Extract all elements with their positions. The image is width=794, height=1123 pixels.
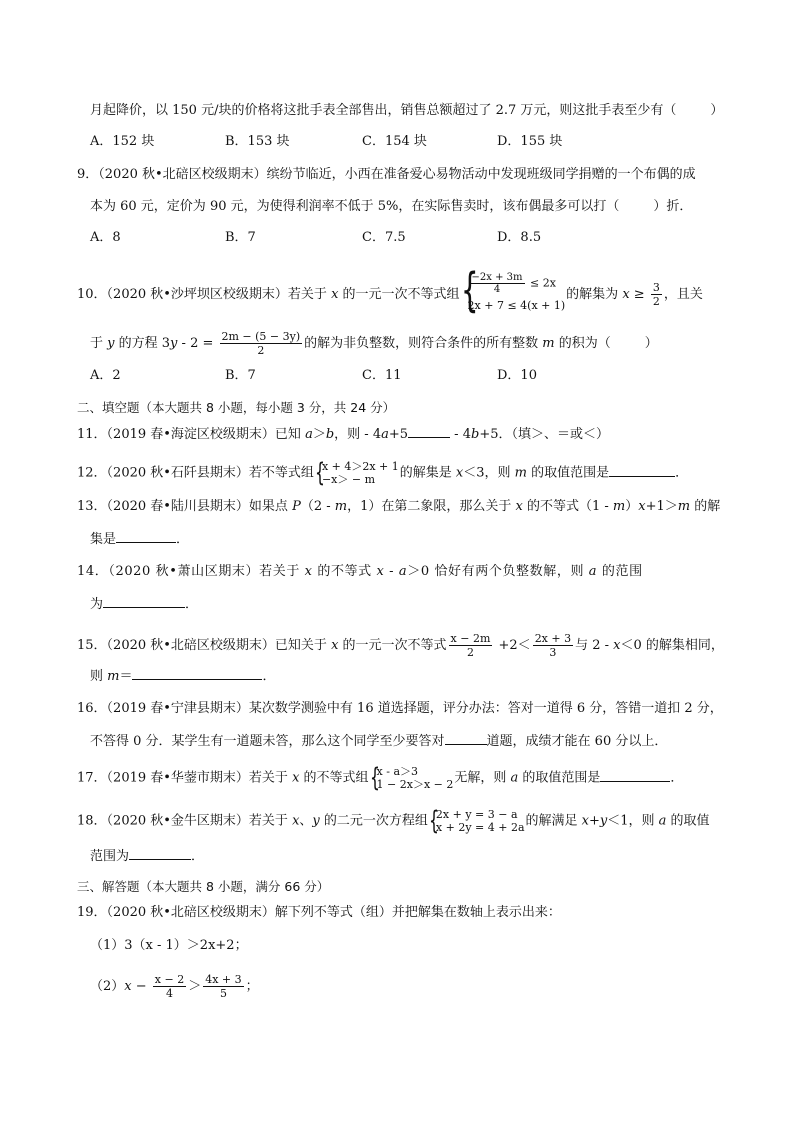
text-fragment: 集是 bbox=[90, 532, 117, 547]
text-fragment: 的取值 bbox=[666, 813, 710, 829]
text-fragment: ≤ 2x bbox=[526, 276, 556, 290]
q19-part-1: （1）3（x - 1）＞2x+2； bbox=[90, 938, 248, 953]
text-fragment: 4 bbox=[166, 987, 173, 1000]
text-fragment: ，且关 bbox=[663, 287, 703, 302]
text-fragment: ＞ bbox=[312, 427, 326, 442]
q10-line2 bbox=[90, 330, 658, 357]
q14-blank[interactable] bbox=[103, 595, 185, 608]
text-fragment: ． bbox=[675, 465, 689, 481]
text-fragment: ，则 - 4 bbox=[334, 427, 382, 442]
text-fragment: 的不等式组 bbox=[299, 770, 369, 786]
q12-blank[interactable] bbox=[609, 464, 675, 477]
q11 bbox=[77, 425, 609, 444]
text-fragment: ． bbox=[185, 597, 199, 612]
text-fragment: x bbox=[292, 813, 300, 829]
text-fragment: 道题，成绩才能在 60 分以上． bbox=[486, 734, 668, 749]
text-fragment: x bbox=[622, 287, 630, 302]
text-fragment: x bbox=[304, 564, 313, 579]
q17 bbox=[77, 765, 683, 791]
q18-line1 bbox=[77, 808, 710, 834]
text-fragment: 不答得 0 分．某学生有一道题未答，那么这个同学至少要答对 bbox=[90, 734, 445, 749]
text-fragment: 的范围 bbox=[597, 564, 643, 579]
text-fragment: 18．（2020 秋•金牛区期末）若关于 bbox=[77, 813, 293, 829]
q8-option-b: B．153 块 bbox=[225, 134, 290, 149]
text-fragment: ． bbox=[176, 532, 190, 547]
q14-line1 bbox=[77, 563, 643, 581]
text-fragment: （2） bbox=[90, 979, 125, 994]
text-fragment: m bbox=[107, 669, 120, 684]
q15-line1 bbox=[77, 632, 724, 659]
text-fragment: x bbox=[638, 499, 646, 514]
text-fragment: x bbox=[124, 979, 132, 994]
text-fragment: 月起降价，以 150 元/块的价格将这批手表全部售出，销售总额超过了 2.7 万元，则这批手表至少有（ bbox=[90, 103, 677, 118]
q13-blank[interactable] bbox=[116, 530, 176, 543]
q8-option-c: C．154 块 bbox=[362, 134, 427, 149]
text-fragment: x bbox=[331, 638, 339, 653]
text-fragment: 的二元一次方程组 bbox=[319, 813, 428, 829]
q8-option-d: D．155 块 bbox=[497, 134, 563, 149]
text-fragment: - 4 bbox=[450, 427, 471, 442]
text-fragment: ＜3，则 bbox=[463, 465, 515, 481]
text-fragment: 2x + y = 3 − a bbox=[435, 808, 518, 821]
text-fragment: ． bbox=[670, 770, 684, 786]
text-fragment: x bbox=[455, 465, 464, 481]
text-fragment: +5．（填＞、＝或＜） bbox=[479, 427, 609, 442]
q9-option-a: A．8 bbox=[90, 230, 121, 245]
text-fragment: 的解集为 bbox=[566, 287, 623, 302]
text-fragment: 范围为 bbox=[90, 849, 130, 864]
text-fragment: m bbox=[334, 499, 348, 514]
text-fragment: ）折． bbox=[653, 199, 693, 214]
text-fragment: 的一元一次不等式 bbox=[338, 638, 447, 653]
q10-option-d: D．10 bbox=[497, 368, 537, 383]
text-fragment: ＜1，则 bbox=[607, 813, 659, 829]
text-fragment: a bbox=[381, 427, 389, 442]
text-fragment: m bbox=[542, 336, 555, 351]
q9-line2 bbox=[90, 198, 692, 216]
q11-blank[interactable] bbox=[408, 425, 450, 438]
q16-line1: 16．（2019 春•宁津县期末）某次数学测验中有 16 道选择题，评分办法：答对一道得 6 分，答错一道扣 2 分， bbox=[77, 701, 723, 716]
text-fragment: 的解 bbox=[690, 499, 721, 514]
text-fragment: ． bbox=[262, 669, 276, 684]
q10-line1 bbox=[77, 263, 703, 317]
text-fragment: −2x + 3m bbox=[471, 272, 523, 283]
text-fragment: 4 bbox=[493, 284, 501, 295]
text-fragment: 17．（2019 春•华蓥市期末）若关于 bbox=[77, 770, 293, 786]
text-fragment: a bbox=[658, 813, 667, 829]
text-fragment: 的方程 3 bbox=[114, 336, 171, 351]
text-fragment: b bbox=[470, 427, 480, 442]
text-fragment: P bbox=[292, 499, 301, 514]
text-fragment: 4x + 3 bbox=[205, 973, 242, 986]
text-fragment: 的解集是 bbox=[399, 465, 456, 481]
q15-line2 bbox=[90, 667, 276, 686]
text-fragment: x bbox=[331, 287, 339, 302]
q9-option-b: B．7 bbox=[225, 230, 256, 245]
text-fragment: 的积为（ bbox=[554, 336, 611, 351]
section-2-heading: 二、填空题（本大题共 8 小题，每小题 3 分，共 24 分） bbox=[77, 400, 396, 415]
text-fragment: ，1）在第二象限，那么关于 bbox=[347, 499, 516, 514]
q9-line1: 9．（2020 秋•北碚区校级期末）缤纷节临近，小西在准备爱心易物活动中发现班级同学捐赠的一个布偶的成 bbox=[77, 167, 696, 182]
text-fragment: 的取值范围是 bbox=[526, 465, 610, 481]
q10-inequality-system: { $\frac{-2x + 3m}{4}$ ≤ 2x 2x + 7 ≤ 4(x + 1) bbox=[460, 263, 566, 317]
text-fragment: ） bbox=[644, 336, 658, 351]
text-fragment: 10．（2020 秋•沙坪坝区校级期末）若关于 bbox=[77, 287, 332, 302]
text-fragment: − bbox=[131, 979, 151, 994]
text-fragment: y bbox=[312, 813, 320, 829]
text-fragment: x − 2 bbox=[154, 973, 185, 986]
text-fragment: 的取值范围是 bbox=[518, 770, 601, 786]
text-fragment: 13．（2020 春•陆川县期末）如果点 bbox=[77, 499, 293, 514]
text-fragment: 的解为非负整数，则符合条件的所有整数 bbox=[304, 336, 543, 351]
text-fragment: y bbox=[107, 336, 115, 351]
text-fragment: x + 4＞2x + 1 bbox=[321, 460, 399, 473]
q16-line2 bbox=[90, 732, 667, 751]
text-fragment: m bbox=[612, 499, 626, 514]
text-fragment: x bbox=[292, 770, 300, 786]
q13-line1 bbox=[77, 498, 720, 516]
q10-equation-fraction bbox=[220, 330, 303, 357]
q18-equation-system: { 2x + y = 3 − a x + 2y = 4 + 2a bbox=[428, 806, 525, 836]
q9-option-d: D．8.5 bbox=[497, 230, 542, 245]
text-fragment: 14．（2020 秋•萧山区期末）若关于 bbox=[77, 564, 305, 579]
text-fragment: a bbox=[510, 770, 519, 786]
text-fragment: x bbox=[376, 564, 385, 579]
text-fragment: +2＜ bbox=[494, 638, 531, 653]
text-fragment: （2 - bbox=[300, 499, 335, 514]
q10-option-b: B．7 bbox=[225, 368, 256, 383]
text-fragment: 11．（2019 春•海淀区校级期末）已知 bbox=[77, 427, 306, 442]
text-fragment: x+y bbox=[581, 813, 608, 829]
text-fragment: 的解满足 bbox=[525, 813, 582, 829]
q8-text bbox=[90, 102, 723, 120]
text-fragment: 、 bbox=[299, 813, 313, 829]
text-fragment: 2 bbox=[652, 295, 660, 308]
text-fragment: a bbox=[398, 564, 408, 579]
q17-blank[interactable] bbox=[600, 769, 670, 782]
text-fragment: 3 bbox=[549, 646, 557, 659]
text-fragment: 本为 60 元，定价为 90 元，为使得利润率不低于 5%，在实际售卖时，该布偶最多可以打（ bbox=[90, 199, 620, 214]
q17-inequality-system: { x - a＞3 1 − 2x＞x − 2 bbox=[369, 763, 454, 793]
text-fragment: 则 bbox=[90, 669, 108, 684]
q15-blank[interactable] bbox=[132, 667, 262, 680]
text-fragment: 无解，则 bbox=[454, 770, 511, 786]
text-fragment: x bbox=[515, 499, 523, 514]
q9-option-c: C．7.5 bbox=[362, 230, 406, 245]
text-fragment: m bbox=[514, 465, 527, 481]
q16-blank[interactable] bbox=[445, 732, 487, 745]
text-fragment: ＞ bbox=[188, 979, 202, 994]
text-fragment: - 2 = bbox=[177, 336, 218, 351]
q19-part-2 bbox=[90, 973, 259, 1000]
text-fragment: 15．（2020 秋•北碚区校级期末）已知关于 bbox=[77, 638, 332, 653]
text-fragment: 的一元一次不等式组 bbox=[338, 287, 460, 302]
text-fragment: b bbox=[325, 427, 335, 442]
text-fragment: 2 bbox=[466, 646, 474, 659]
q8-option-a: A．152 块 bbox=[90, 134, 155, 149]
text-fragment: ） bbox=[625, 499, 639, 514]
text-fragment: 2 bbox=[257, 344, 265, 357]
text-fragment: ） bbox=[710, 103, 724, 118]
text-fragment: +1＞ bbox=[645, 499, 678, 514]
text-fragment: 于 bbox=[90, 336, 108, 351]
text-fragment: 2m − (5 − 3y) bbox=[221, 330, 301, 343]
text-fragment: x − 2m bbox=[450, 632, 491, 645]
text-fragment: - bbox=[384, 564, 399, 579]
q14-line2 bbox=[90, 595, 198, 614]
text-fragment: 的不等式（1 - bbox=[522, 499, 613, 514]
text-fragment: 与 2 - bbox=[575, 638, 614, 653]
text-fragment: +5 bbox=[388, 427, 409, 442]
q10-option-a: A．2 bbox=[90, 368, 121, 383]
q19: 19．（2020 秋•北碚区校级期末）解下列不等式（组）并把解集在数轴上表示出来： bbox=[77, 905, 561, 920]
text-fragment: ≥ bbox=[629, 287, 649, 302]
q18-blank[interactable] bbox=[129, 847, 191, 860]
text-fragment: 12．（2020 秋•石阡县期末）若不等式组 bbox=[77, 465, 314, 481]
q12 bbox=[77, 460, 688, 486]
q13-line2 bbox=[90, 530, 189, 549]
text-fragment: −x＞ − m bbox=[321, 473, 375, 486]
text-fragment: 的不等式 bbox=[312, 564, 377, 579]
text-fragment: 为 bbox=[90, 597, 104, 612]
text-fragment: 2x + 3 bbox=[534, 632, 572, 645]
text-fragment: 2x + 7 ≤ 4(x + 1) bbox=[467, 299, 566, 312]
text-fragment: 5 bbox=[219, 987, 227, 1000]
text-fragment: a bbox=[588, 564, 598, 579]
section-3-heading: 三、解答题（本大题共 8 小题，满分 66 分） bbox=[77, 879, 330, 894]
text-fragment: ＞0 恰好有两个负整数解，则 bbox=[407, 564, 589, 579]
q10-option-c: C．11 bbox=[362, 368, 402, 383]
text-fragment: ； bbox=[245, 979, 259, 994]
text-fragment: x - a＞3 bbox=[376, 765, 419, 778]
text-fragment: x + 2y = 4 + 2a bbox=[435, 821, 525, 834]
text-fragment: ． bbox=[191, 849, 205, 864]
text-fragment: x bbox=[613, 638, 621, 653]
text-fragment: a bbox=[305, 427, 313, 442]
text-fragment: ＜0 的解集相同， bbox=[620, 638, 724, 653]
text-fragment: 1 − 2x＞x − 2 bbox=[376, 778, 454, 791]
q18-line2 bbox=[90, 847, 204, 866]
q12-inequality-system: { x + 4＞2x + 1 −x＞ − m bbox=[314, 458, 399, 488]
text-fragment: y bbox=[170, 336, 178, 351]
text-fragment: m bbox=[677, 499, 691, 514]
text-fragment: 3 bbox=[652, 281, 660, 294]
text-fragment: ＝ bbox=[119, 669, 133, 684]
